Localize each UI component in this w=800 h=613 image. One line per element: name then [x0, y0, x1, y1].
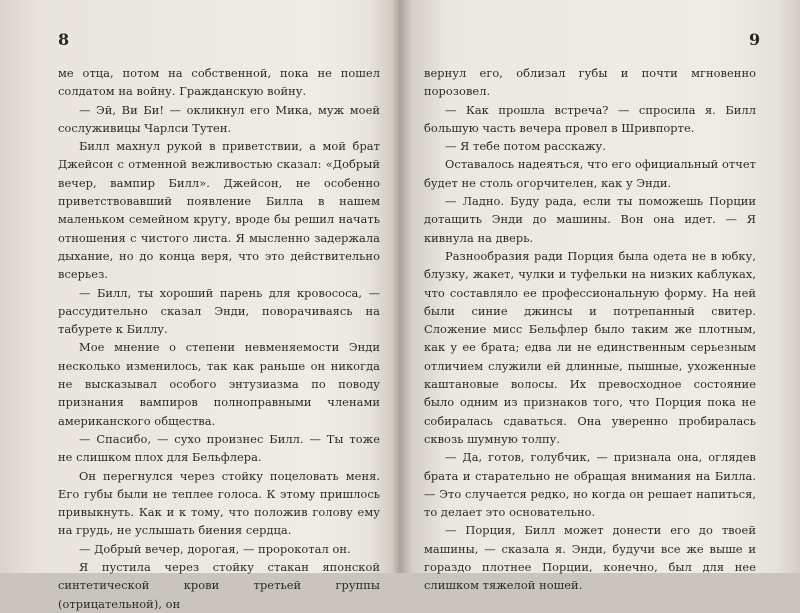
paragraph: — Я тебе потом расскажу. — [445, 139, 606, 154]
page-number: 8 — [58, 30, 70, 49]
paragraph: — Билл, ты хороший парень для кровососа, — рассудительно сказал Энди, поворачиваясь на табурете к Биллу. — [58, 285, 380, 337]
left-page — [0, 0, 400, 611]
page-number: 9 — [749, 30, 761, 49]
paragraph: Мое мнение о степени невменяемости Энди несколько изменилось, так как раньше он никогда не высказывал особого энтузиазма по поводу признания вампиров полноправными членами американского общества. — [58, 340, 380, 428]
page-text — [424, 64, 756, 595]
paragraph: — Да, готов, голубчик, — признала она, оглядев брата и старательно не обращая внимания на Билла. — Это случается редко, но когда он решает напиться, то делает это основательно. — [424, 450, 756, 520]
paragraph: — Как прошла встреча? — спросила я. Билл большую часть вечера провел в Шривпорте. — [424, 102, 756, 135]
paragraph: вернул его, облизал губы и почти мгновенно порозовел. — [424, 66, 756, 99]
paragraph: ме отца, потом на собственной, пока не пошел солдатом на войну. Гражданскую войну. — [58, 66, 380, 99]
paragraph: — Спасибо, — сухо произнес Билл. — Ты тоже не слишком плох для Бельфлера. — [58, 431, 380, 465]
right-page — [400, 0, 800, 593]
paragraph: Оставалось надеяться, что его официальный отчет будет не столь огорчителен, как у Энди. — [424, 157, 756, 190]
paragraph: Билл махнул рукой в приветствии, а мой брат Джейсон с отменной вежливостью сказал: «Добрый вечер, вампир Билл». Джейсон, не особенно приветствовавший появление Билла в нашем маленьком семейном кругу, вроде бы решил начать отношения с чистого листа. Я мысленно задержала дыхание, но до конца веря, что это действительно всерьез. — [58, 139, 380, 282]
paragraph: — Добрый вечер, дорогая, — пророкотал он. — [79, 541, 351, 556]
paragraph: Он перегнулся через стойку поцеловать меня. Его губы были не теплее голоса. К этому пришлось привыкнуть. Как и к тому, что положив голову ему на грудь, не услышать биения сердца. — [58, 468, 380, 538]
paragraph: — Эй, Ви Би! — окликнул его Мика, муж моей сослуживицы Чарлси Тутен. — [58, 102, 380, 135]
paragraph: Я пустила через стойку стакан японской синтетической крови третьей группы (отрицательной), он — [58, 560, 380, 611]
paragraph: — Порция, Билл может донести его до твоей машины, — сказала я. Энди, будучи все же выше и гораздо плотнее Порции, конечно, был для нее слишком тяжелой ношей. — [424, 523, 756, 593]
page-text — [58, 64, 380, 613]
paragraph: Разнообразия ради Порция была одета не в юбку, блузку, жакет, чулки и туфельки на низких каблуках, что составляло ее профессиональную форму. На ней были синие джинсы и потрепанный свитер. Сложение мисс Бельфлер было таким же плотным, как у ее брата; едва ли не единственным серьезным отличием служили ей длинные, пышные, ухоженные каштановые волосы. Их превосходное состояние было одним из признаков того, что Порция пока не собиралась сдаваться. Она уверенно пробиралась сквозь шумную толпу. — [424, 248, 756, 446]
paragraph: — Ладно. Буду рада, если ты поможешь Порции дотащить Энди до машины. Вон она идет. — Я кивнула на дверь. — [424, 194, 756, 245]
